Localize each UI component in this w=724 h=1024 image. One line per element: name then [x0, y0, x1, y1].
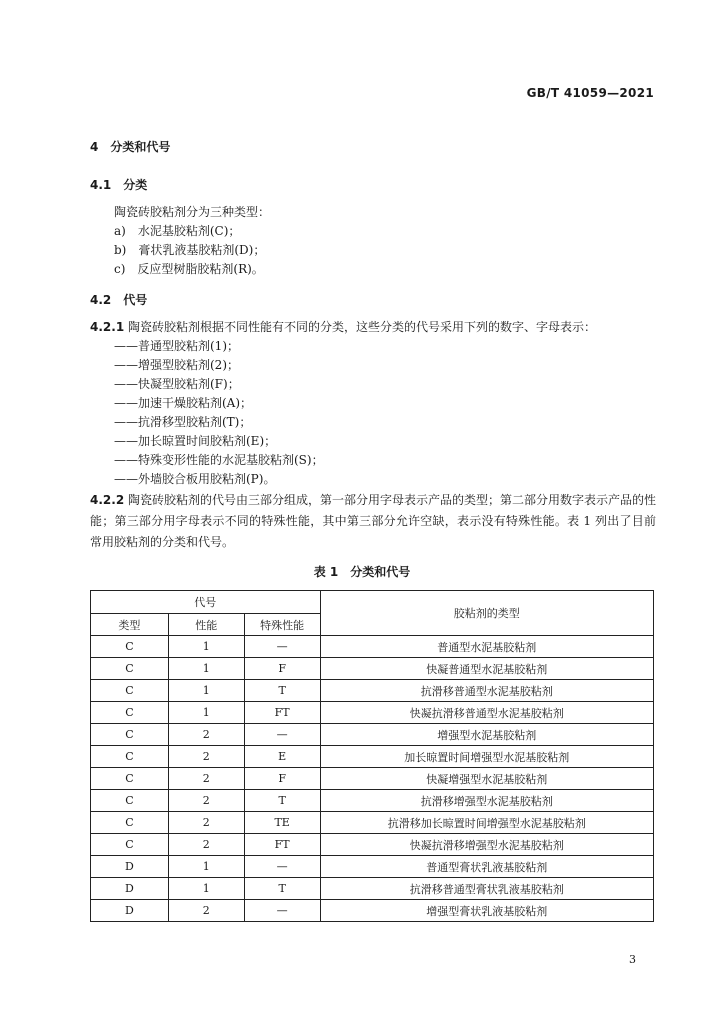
- cell-performance: 2: [168, 900, 244, 922]
- section-4-2-heading: 4.2 代号: [90, 293, 148, 307]
- header-performance: 性能: [168, 614, 244, 636]
- cell-adhesive-type: 快凝增强型水泥基胶粘剂: [320, 768, 653, 790]
- cell-adhesive-type: 抗滑移普通型水泥基胶粘剂: [320, 680, 653, 702]
- cell-performance: 2: [168, 768, 244, 790]
- cell-special: F: [244, 768, 320, 790]
- header-adhesive-type: 胶粘剂的类型: [320, 591, 653, 636]
- standard-number: GB/T 41059—2021: [526, 86, 654, 100]
- code-item-1: ——普通型胶粘剂(1)；: [114, 339, 239, 353]
- cell-special: FT: [244, 834, 320, 856]
- cell-special: T: [244, 790, 320, 812]
- table-row: [91, 856, 654, 878]
- clause-4-2-1-text: 陶瓷砖胶粘剂根据不同性能有不同的分类，这些分类的代号采用下列的数字、字母表示：: [128, 320, 597, 334]
- cell-performance: 1: [168, 680, 244, 702]
- cell-type: C: [91, 834, 169, 856]
- cell-special: T: [244, 680, 320, 702]
- cell-adhesive-type: 抗滑移增强型水泥基胶粘剂: [320, 790, 653, 812]
- header-type: 类型: [91, 614, 169, 636]
- cell-type: D: [91, 878, 169, 900]
- cell-adhesive-type: 普通型水泥基胶粘剂: [320, 636, 653, 658]
- table-row: [91, 900, 654, 922]
- cell-performance: 2: [168, 812, 244, 834]
- cell-adhesive-type: 普通型膏状乳液基胶粘剂: [320, 856, 653, 878]
- cell-special: —: [244, 900, 320, 922]
- cell-type: C: [91, 790, 169, 812]
- cell-performance: 2: [168, 790, 244, 812]
- clause-4-2-2-text: 陶瓷砖胶粘剂的代号由三部分组成，第一部分用字母表示产品的类型；第二部分用数字表示产品的性能；第三部分用字母表示不同的特殊性能，其中第三部分允许空缺，表示没有特殊性能。表 1 列出了目前常用胶粘剂的分类和代号。: [90, 493, 657, 549]
- table-row: [91, 790, 654, 812]
- cell-type: C: [91, 768, 169, 790]
- cell-type: C: [91, 724, 169, 746]
- cell-type: D: [91, 900, 169, 922]
- classification-item-c: c) 反应型树脂胶粘剂(R)。: [114, 262, 264, 276]
- cell-performance: 1: [168, 658, 244, 680]
- code-item-2: ——增强型胶粘剂(2)；: [114, 358, 239, 372]
- cell-type: C: [91, 658, 169, 680]
- table-row: [91, 812, 654, 834]
- page-number: 3: [629, 953, 636, 966]
- table-row: [91, 746, 654, 768]
- cell-special: E: [244, 746, 320, 768]
- table-row: [91, 724, 654, 746]
- table-row: [91, 834, 654, 856]
- classification-item-a: a) 水泥基胶粘剂(C)；: [114, 224, 241, 238]
- header-special-performance: 特殊性能: [244, 614, 320, 636]
- classification-table: [90, 590, 654, 922]
- table-row: [91, 702, 654, 724]
- table-row: [91, 768, 654, 790]
- cell-adhesive-type: 快凝普通型水泥基胶粘剂: [320, 658, 653, 680]
- cell-performance: 2: [168, 746, 244, 768]
- table-body: [91, 636, 654, 922]
- cell-performance: 1: [168, 702, 244, 724]
- clause-4-2-2: [90, 490, 656, 553]
- cell-special: —: [244, 856, 320, 878]
- classification-intro: 陶瓷砖胶粘剂分为三种类型：: [114, 205, 271, 219]
- clause-4-2-1: [90, 318, 596, 337]
- cell-special: —: [244, 724, 320, 746]
- cell-special: T: [244, 878, 320, 900]
- cell-special: F: [244, 658, 320, 680]
- cell-performance: 2: [168, 834, 244, 856]
- cell-type: C: [91, 812, 169, 834]
- clause-4-2-1-number: 4.2.1: [90, 320, 125, 334]
- code-item-a: ——加速干燥胶粘剂(A)；: [114, 396, 253, 410]
- cell-special: TE: [244, 812, 320, 834]
- cell-type: C: [91, 680, 169, 702]
- code-item-f: ——快凝型胶粘剂(F)；: [114, 377, 240, 391]
- header-code-group: 代号: [91, 591, 321, 614]
- cell-type: C: [91, 636, 169, 658]
- cell-adhesive-type: 增强型膏状乳液基胶粘剂: [320, 900, 653, 922]
- code-item-e: ——加长晾置时间胶粘剂(E)；: [114, 434, 277, 448]
- table-row: [91, 636, 654, 658]
- clause-4-2-2-number: 4.2.2: [90, 493, 125, 507]
- cell-adhesive-type: 抗滑移普通型膏状乳液基胶粘剂: [320, 878, 653, 900]
- cell-adhesive-type: 增强型水泥基胶粘剂: [320, 724, 653, 746]
- cell-adhesive-type: 快凝抗滑移普通型水泥基胶粘剂: [320, 702, 653, 724]
- cell-type: C: [91, 702, 169, 724]
- table-1-title: 表 1 分类和代号: [313, 565, 411, 579]
- cell-special: FT: [244, 702, 320, 724]
- cell-adhesive-type: 抗滑移加长晾置时间增强型水泥基胶粘剂: [320, 812, 653, 834]
- cell-special: —: [244, 636, 320, 658]
- cell-type: D: [91, 856, 169, 878]
- cell-performance: 1: [168, 856, 244, 878]
- code-item-p: ——外墙胶合板用胶粘剂(P)。: [114, 472, 276, 486]
- classification-item-b: b) 膏状乳液基胶粘剂(D)；: [114, 243, 266, 257]
- cell-performance: 2: [168, 724, 244, 746]
- cell-type: C: [91, 746, 169, 768]
- cell-adhesive-type: 加长晾置时间增强型水泥基胶粘剂: [320, 746, 653, 768]
- table-row: [91, 658, 654, 680]
- section-4-1-heading: 4.1 分类: [90, 178, 148, 192]
- code-item-t: ——抗滑移型胶粘剂(T)；: [114, 415, 252, 429]
- cell-performance: 1: [168, 636, 244, 658]
- section-4-heading: 4 分类和代号: [90, 140, 171, 154]
- table-row: [91, 680, 654, 702]
- cell-performance: 1: [168, 878, 244, 900]
- cell-adhesive-type: 快凝抗滑移增强型水泥基胶粘剂: [320, 834, 653, 856]
- code-item-s: ——特殊变形性能的水泥基胶粘剂(S)；: [114, 453, 324, 467]
- table-row: [91, 878, 654, 900]
